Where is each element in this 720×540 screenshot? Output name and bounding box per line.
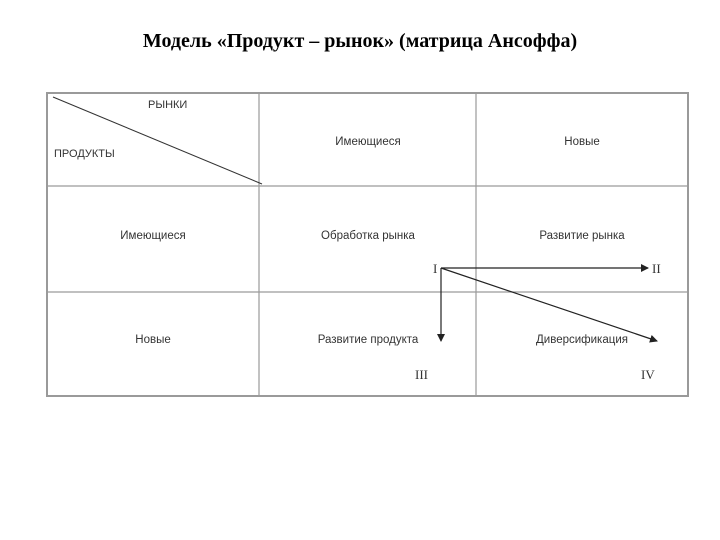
quadrant-marker-4: IV	[641, 367, 655, 382]
market-existing-header: Имеющиеся	[335, 136, 401, 148]
market-penetration-cell: Обработка рынка	[321, 230, 415, 242]
product-new-header: Новые	[135, 334, 171, 346]
market-new-header: Новые	[564, 136, 600, 148]
arrow-to-diversification	[441, 268, 657, 341]
product-existing-header: Имеющиеся	[120, 230, 186, 242]
markets-axis-label: РЫНКИ	[148, 99, 188, 111]
quadrant-marker-3: III	[415, 367, 428, 382]
diversification-cell: Диверсификация	[536, 334, 628, 346]
slide-title: Модель «Продукт – рынок» (матрица Ансоффа)	[142, 30, 578, 52]
quadrant-marker-1: I	[433, 261, 438, 276]
quadrant-marker-2: II	[652, 261, 661, 276]
market-development-cell: Развитие рынка	[539, 230, 625, 242]
product-development-cell: Развитие продукта	[317, 334, 419, 346]
products-axis-label: ПРОДУКТЫ	[54, 148, 115, 160]
